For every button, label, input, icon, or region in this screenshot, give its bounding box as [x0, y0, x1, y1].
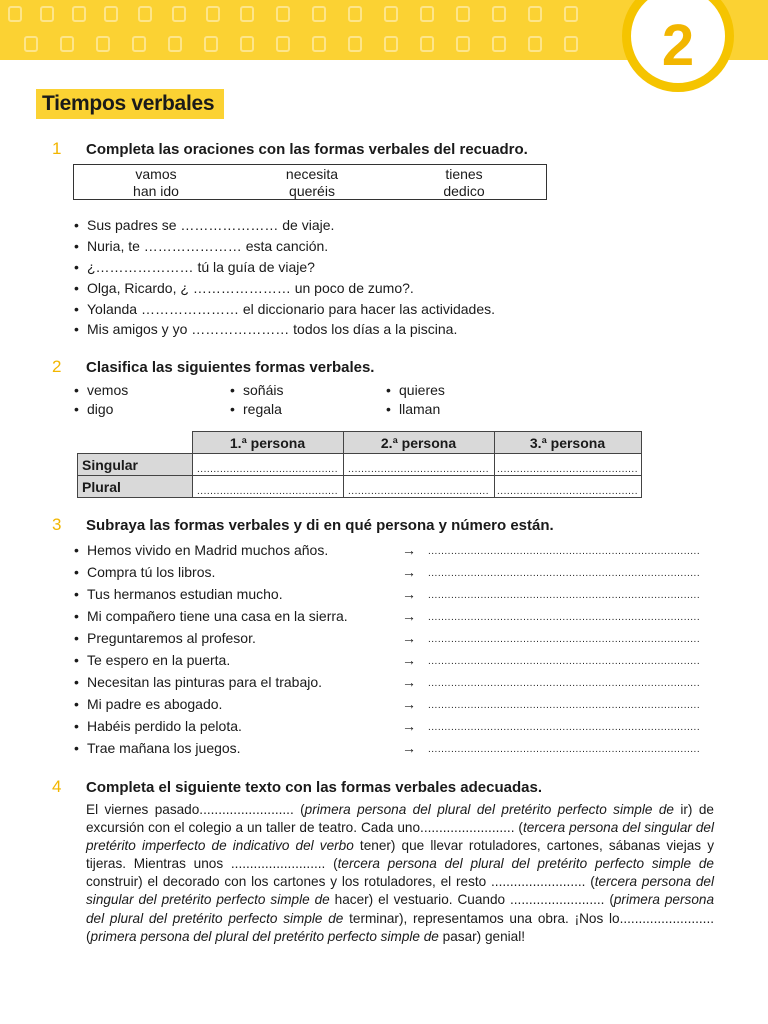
table-header: 2.ª persona: [343, 432, 494, 454]
answer-blank[interactable]: ...................................................................................: [428, 722, 701, 733]
word-box-word: tienes: [445, 166, 483, 182]
word-box-word: necesita: [285, 166, 339, 182]
text-segment: terminar), representamos una obra. ¡Nos lo......................... (: [86, 910, 715, 944]
decorative-square-icon: [206, 6, 220, 22]
answer-blank[interactable]: ...................................................................................: [428, 656, 701, 667]
text-segment: tercera persona del plural del pretérito perfecto simple de: [337, 856, 714, 872]
section-title: Tiempos verbales: [36, 89, 224, 119]
answer-blank[interactable]: ...........................................: [494, 454, 641, 476]
list-item: • Mi padre es abogado.: [74, 696, 223, 712]
answer-blank[interactable]: ...................................................................................: [428, 590, 701, 601]
exercise-4-text: [86, 801, 714, 946]
decorative-square-icon: [24, 36, 38, 52]
decorative-square-icon: [528, 36, 542, 52]
decorative-square-icon: [384, 36, 398, 52]
answer-blank[interactable]: ...........................................: [494, 476, 641, 498]
text-segment: tercera persona del singular del pretérito perfecto simple de: [86, 874, 714, 908]
list-item: • Sus padres se ………………… de viaje.: [74, 217, 335, 233]
list-item: • Mis amigos y yo ………………… todos los días a la piscina.: [74, 321, 458, 337]
decorative-square-icon: [138, 6, 152, 22]
bullet-icon: •: [74, 238, 79, 254]
decorative-square-icon: [528, 6, 542, 22]
list-item: • Compra tú los libros.: [74, 564, 216, 580]
answer-blank[interactable]: ...................................................................................: [428, 612, 701, 623]
decorative-square-icon: [564, 36, 578, 52]
decorative-square-icon: [348, 6, 362, 22]
bullet-icon: •: [74, 740, 79, 756]
verb-form: • regala: [230, 401, 282, 417]
table-header: 1.ª persona: [192, 432, 343, 454]
answer-blank[interactable]: ...................................................................................: [428, 744, 701, 755]
list-item: • Trae mañana los juegos.: [74, 740, 241, 756]
bullet-icon: •: [74, 608, 79, 624]
answer-blank[interactable]: ...........................................: [343, 454, 494, 476]
list-item: • Mi compañero tiene una casa en la sierra.: [74, 608, 348, 624]
decorative-square-icon: [384, 6, 398, 22]
verb-form: • vemos: [74, 382, 129, 398]
bullet-icon: •: [74, 321, 79, 337]
bullet-icon: •: [74, 586, 79, 602]
answer-blank[interactable]: ...................................................................................: [428, 634, 701, 645]
exercise-4-number: 4: [52, 777, 62, 796]
word-box: [73, 164, 547, 200]
answer-blank[interactable]: ...........................................: [343, 476, 494, 498]
list-item: • Hemos vivido en Madrid muchos años.: [74, 542, 329, 558]
decorative-square-icon: [60, 36, 74, 52]
bullet-icon: •: [74, 718, 79, 734]
arrow-icon: →: [402, 718, 416, 734]
bullet-icon: •: [74, 280, 79, 296]
arrow-icon: →: [402, 542, 416, 558]
bullet-icon: •: [74, 696, 79, 712]
text-segment: primera persona del plural del pretérito perfecto simple de: [304, 802, 681, 817]
table-row: [78, 476, 642, 498]
list-item: • Habéis perdido la pelota.: [74, 718, 242, 734]
list-item: • Olga, Ricardo, ¿ ………………… un poco de zumo?.: [74, 280, 414, 296]
arrow-icon: →: [402, 740, 416, 756]
answer-blank[interactable]: ...................................................................................: [428, 546, 701, 557]
bullet-icon: •: [74, 630, 79, 646]
text-segment: El viernes pasado......................... (: [86, 802, 305, 817]
answer-blank[interactable]: ...........................................: [192, 454, 343, 476]
arrow-icon: →: [402, 586, 416, 602]
exercise-4-heading: Completa el siguiente texto con las formas verbales adecuadas.: [86, 779, 542, 796]
verb-form: • quieres: [386, 382, 445, 398]
exercise-3-heading: Subraya las formas verbales y di en qué persona y número están.: [86, 517, 554, 534]
word-box-word: vamos: [135, 166, 177, 182]
list-item: • Nuria, te ………………… esta canción.: [74, 238, 329, 254]
decorative-square-icon: [420, 6, 434, 22]
list-item: • Yolanda ………………… el diccionario para hacer las actividades.: [74, 301, 496, 317]
decorative-square-icon: [172, 6, 186, 22]
text-segment: tercera persona del singular del pretérito imperfecto de indicativo del verbo: [86, 820, 714, 854]
decorative-note-icon: [72, 6, 86, 22]
text-segment: tener) que llevar rotuladores, cartones, sábanas viejas y tijeras. Mientras unos ......................... (: [86, 838, 714, 872]
arrow-icon: →: [402, 674, 416, 690]
classification-table: [77, 431, 642, 498]
text-segment: pasar) genial!: [442, 928, 526, 944]
decorative-square-icon: [456, 36, 470, 52]
answer-blank[interactable]: ...........................................: [192, 476, 343, 498]
decorative-square-icon: [8, 6, 22, 22]
bullet-icon: •: [74, 564, 79, 580]
decorative-square-icon: [276, 6, 290, 22]
decorative-square-icon: [564, 6, 578, 22]
decorative-square-icon: [96, 36, 110, 52]
decorative-square-icon: [104, 6, 118, 22]
unit-number-badge: 2: [622, 0, 734, 92]
bullet-icon: •: [74, 652, 79, 668]
bullet-icon: •: [74, 674, 79, 690]
word-box-word: han ido: [133, 183, 179, 199]
decorative-square-icon: [132, 36, 146, 52]
text-segment: hacer) el vestuario. Cuando ......................... (: [334, 892, 614, 908]
arrow-icon: →: [402, 696, 416, 712]
exercise-2-number: 2: [52, 357, 62, 376]
bullet-icon: •: [74, 301, 79, 317]
table-row: [78, 454, 642, 476]
arrow-icon: →: [402, 564, 416, 580]
exercise-3-number: 3: [52, 515, 62, 534]
exercise-1-heading: Completa las oraciones con las formas verbales del recuadro.: [86, 141, 528, 158]
answer-blank[interactable]: ...................................................................................: [428, 678, 701, 689]
verb-form: • digo: [74, 401, 114, 417]
text-segment: primera persona del plural del pretérito perfecto simple de: [90, 928, 443, 944]
row-label: Singular: [78, 454, 193, 476]
decorative-square-icon: [312, 6, 326, 22]
decorative-square-icon: [240, 36, 254, 52]
exercise-2-heading: Clasifica las siguientes formas verbales.: [86, 359, 375, 376]
exercise-1-number: 1: [52, 139, 62, 158]
bullet-icon: •: [74, 217, 79, 233]
decorative-square-icon: [204, 36, 218, 52]
table-header: 3.ª persona: [494, 432, 641, 454]
arrow-icon: →: [402, 608, 416, 624]
arrow-icon: →: [402, 652, 416, 668]
text-segment: ir) de excursión con el colegio a un taller de teatro. Cada uno......................... (: [86, 802, 714, 836]
answer-blank[interactable]: ...................................................................................: [428, 700, 701, 711]
verb-form: • llaman: [386, 401, 441, 417]
decorative-square-icon: [276, 36, 290, 52]
list-item: • Necesitan las pinturas para el trabajo.: [74, 674, 323, 690]
decorative-square-icon: [240, 6, 254, 22]
list-item: • Tus hermanos estudian mucho.: [74, 586, 283, 602]
list-item: • ¿………………… tú la guía de viaje?: [74, 259, 315, 275]
decorative-square-icon: [492, 36, 506, 52]
word-box-word: queréis: [289, 183, 335, 199]
decorative-square-icon: [168, 36, 182, 52]
decorative-square-icon: [312, 36, 326, 52]
verb-form: • soñáis: [230, 382, 284, 398]
list-item: • Te espero en la puerta.: [74, 652, 231, 668]
row-label: Plural: [78, 476, 193, 498]
decorative-square-icon: [348, 36, 362, 52]
decorative-square-icon: [456, 6, 470, 22]
text-segment: primera persona del plural del pretérito perfecto simple de: [86, 892, 714, 926]
decorative-square-icon: [40, 6, 54, 22]
text-segment: construir) el decorado con los cartones y los rotuladores, el resto ......................... (: [86, 874, 595, 890]
decorative-square-icon: [420, 36, 434, 52]
bullet-icon: •: [74, 259, 79, 275]
arrow-icon: →: [402, 630, 416, 646]
answer-blank[interactable]: ...................................................................................: [428, 568, 701, 579]
decorative-square-icon: [492, 6, 506, 22]
bullet-icon: •: [74, 542, 79, 558]
list-item: • Preguntaremos al profesor.: [74, 630, 256, 646]
word-box-word: dedico: [443, 183, 485, 199]
